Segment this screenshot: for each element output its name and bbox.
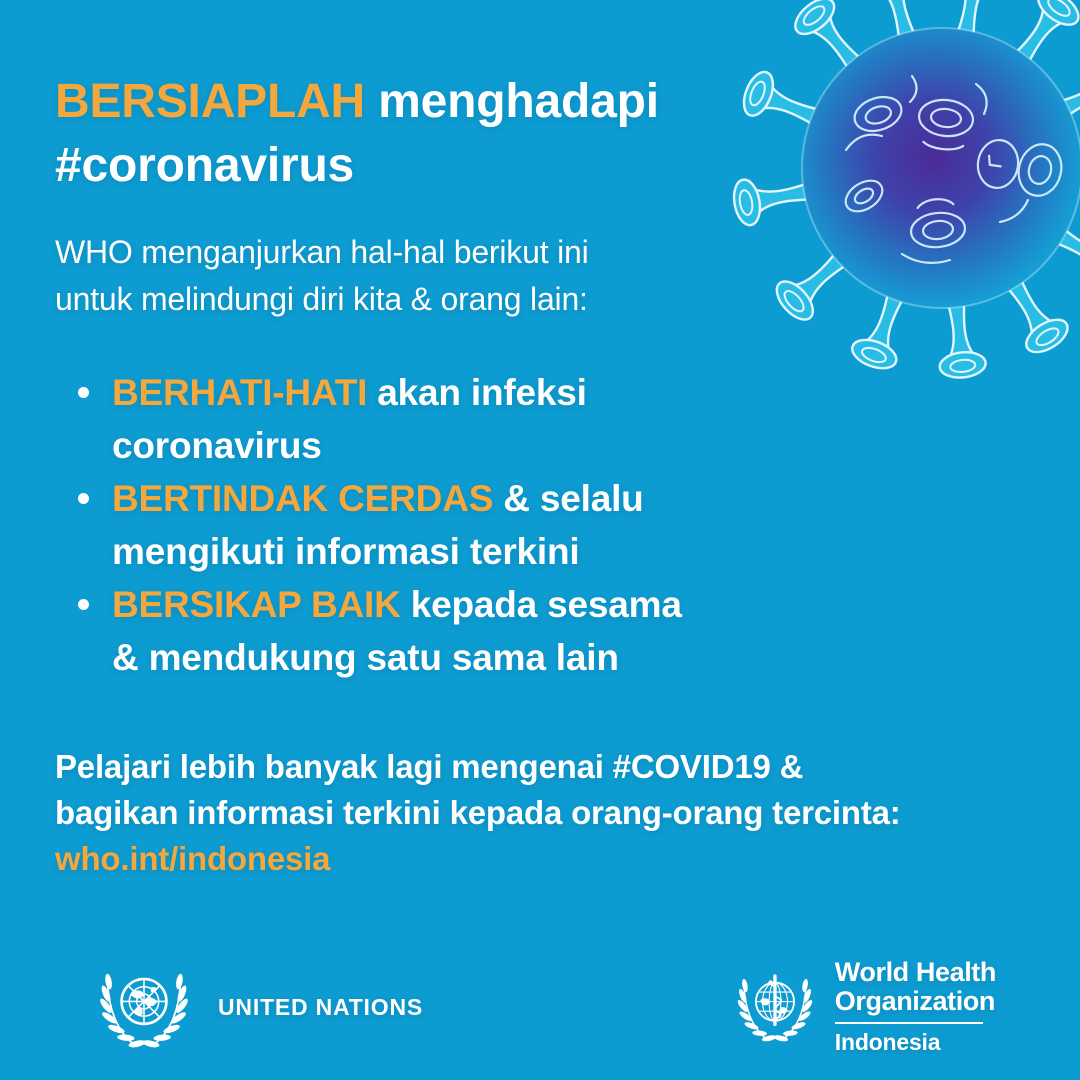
who-logo — [731, 958, 996, 1056]
intro-text — [55, 229, 901, 323]
headline-line2: #coronavirus — [55, 139, 355, 192]
poster-content — [55, 0, 901, 882]
bullet-icon — [78, 599, 89, 610]
intro-line1: WHO menganjurkan hal-hal berikut ini — [55, 234, 589, 270]
tip-line2: mengikuti informasi terkini — [112, 531, 580, 572]
who-name-line1: World Health — [834, 957, 996, 987]
bullet-icon — [78, 493, 89, 504]
tip-highlight: BERHATI-HATI — [112, 372, 368, 413]
who-name — [835, 958, 996, 1016]
tip-item — [55, 578, 901, 684]
headline — [55, 70, 901, 198]
bullet-icon — [78, 387, 89, 398]
who-text — [835, 958, 996, 1056]
tip-item — [55, 472, 901, 578]
footer — [0, 958, 1080, 1056]
tip-rest: kepada sesama — [400, 584, 682, 625]
who-emblem-icon — [731, 967, 819, 1048]
un-logo — [92, 960, 423, 1055]
outro-line2: bagikan informasi terkini kepada orang-orang tercinta: — [55, 794, 901, 831]
tip-line2: coronavirus — [112, 425, 322, 466]
tip-item — [55, 366, 901, 472]
tips-list — [55, 366, 901, 684]
intro-line2: untuk melindungi diri kita & orang lain: — [55, 281, 588, 317]
tip-text — [112, 366, 587, 472]
headline-highlight: BERSIAPLAH — [55, 75, 366, 128]
headline-rest: menghadapi — [365, 75, 659, 128]
un-emblem-icon — [92, 960, 196, 1055]
un-label: UNITED NATIONS — [218, 993, 423, 1020]
outro-link[interactable]: who.int/indonesia — [55, 840, 331, 877]
outro-line1: Pelajari lebih banyak lagi mengenai #COVID19 & — [55, 748, 804, 785]
who-country: Indonesia — [834, 1029, 941, 1055]
tip-line2: & mendukung satu sama lain — [112, 637, 619, 678]
tip-text — [112, 472, 644, 578]
who-name-line2: Organization — [834, 986, 995, 1016]
tip-rest: akan infeksi — [367, 372, 587, 413]
tip-text — [112, 578, 682, 684]
who-divider — [835, 1022, 983, 1024]
outro-text — [55, 744, 901, 882]
tip-highlight: BERTINDAK CERDAS — [112, 478, 494, 519]
tip-rest: & selalu — [493, 478, 644, 519]
tip-highlight: BERSIKAP BAIK — [112, 584, 401, 625]
